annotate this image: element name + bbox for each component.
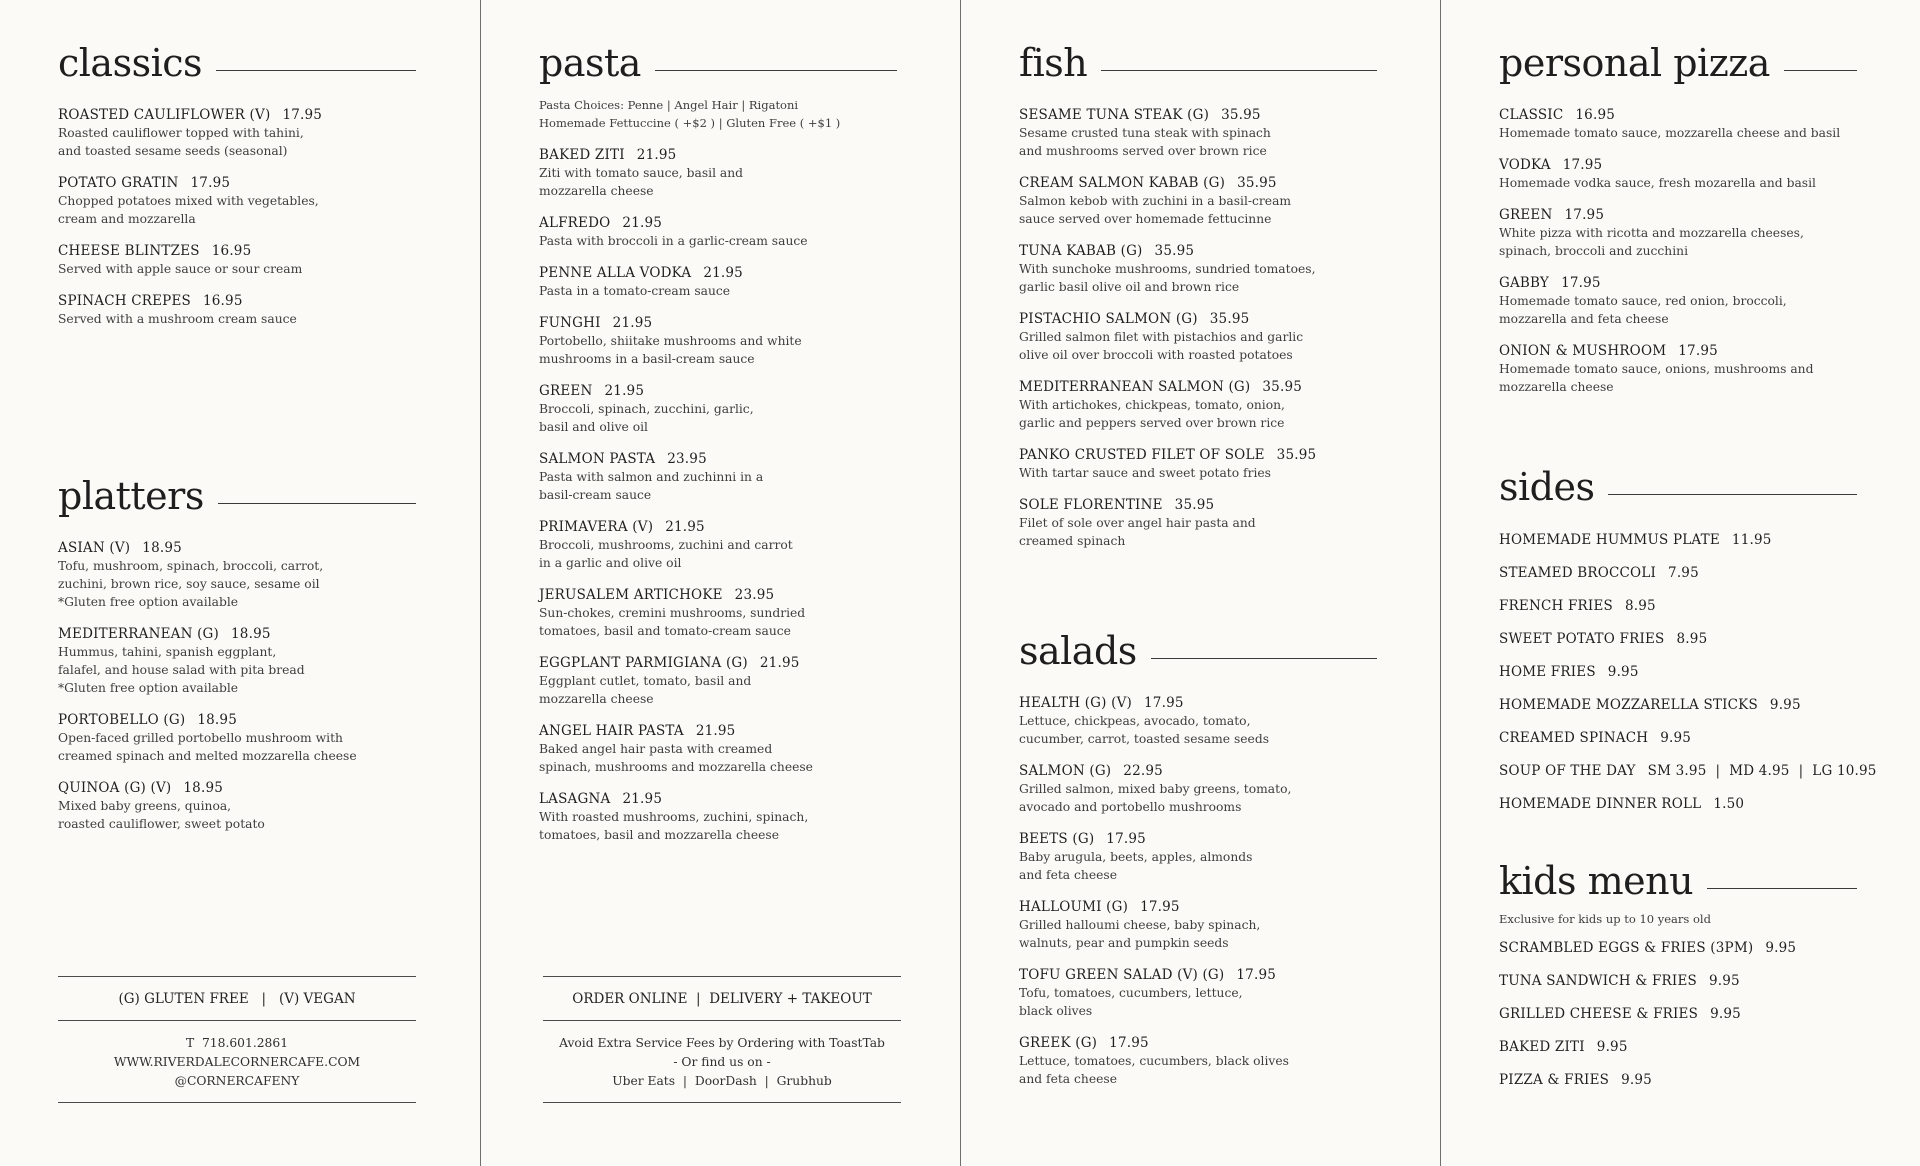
item-header xyxy=(539,450,897,468)
item-description: Homemade tomato sauce, red onion, broccoli, mozzarella and feta cheese xyxy=(1499,294,1787,326)
menu-item xyxy=(539,214,897,250)
item-header xyxy=(1019,378,1377,396)
menu-item xyxy=(539,654,897,708)
item-header xyxy=(1499,630,1857,648)
menu-item xyxy=(1499,729,1857,747)
item-price: 9.95 xyxy=(1710,1006,1741,1022)
menu-item xyxy=(1499,939,1857,957)
item-description: Eggplant cutlet, tomato, basil and mozzarella cheese xyxy=(539,674,752,706)
kids-menu-section xyxy=(1499,858,1857,1089)
item-name: MEDITERRANEAN (G) xyxy=(58,626,220,642)
item-price: 7.95 xyxy=(1668,565,1699,581)
item-description: Homemade tomato sauce, mozzarella cheese and basil xyxy=(1499,126,1841,140)
item-price: 9.95 xyxy=(1708,973,1740,989)
item-price: 17.95 xyxy=(1678,343,1718,359)
menu-item xyxy=(1019,830,1377,884)
platters-list xyxy=(58,539,416,833)
item-header xyxy=(539,314,897,332)
menu-item xyxy=(1499,1071,1857,1089)
item-price: 17.95 xyxy=(1562,157,1603,173)
item-header xyxy=(539,146,897,164)
item-name: JERUSALEM ARTICHOKE xyxy=(539,587,723,603)
menu-item xyxy=(1019,310,1377,364)
menu-item xyxy=(539,382,897,436)
item-header xyxy=(1499,939,1857,957)
social-handle[interactable]: @CORNERCAFENY xyxy=(174,1074,300,1088)
item-name: HOMEMADE MOZZARELLA STICKS xyxy=(1499,697,1758,713)
dietary-legend: (G) GLUTEN FREE | (V) VEGAN xyxy=(118,991,356,1007)
pasta-choices-note: Pasta Choices: Penne | Angel Hair | Rigatoni Homemade Fettuccine ( +$2 ) | Gluten Free ( +$1 ) xyxy=(539,98,841,130)
item-name: PRIMAVERA (V) xyxy=(539,519,654,535)
fish-section xyxy=(1019,40,1377,550)
section-rule xyxy=(1101,70,1377,71)
item-price: 18.95 xyxy=(231,626,271,642)
salads-section xyxy=(1019,628,1377,1088)
section-rule xyxy=(1608,494,1857,495)
item-header xyxy=(58,625,416,643)
menu-item xyxy=(1499,564,1857,582)
item-name: ANGEL HAIR PASTA xyxy=(539,723,684,739)
item-price: 35.95 xyxy=(1237,175,1277,191)
item-price: 18.95 xyxy=(183,780,224,796)
item-price: 16.95 xyxy=(1575,107,1616,123)
item-header xyxy=(1499,1005,1857,1023)
menu-item xyxy=(539,264,897,300)
item-header xyxy=(539,790,897,808)
item-header xyxy=(1019,242,1377,260)
item-header xyxy=(1499,531,1857,549)
item-description: Lettuce, tomatoes, cucumbers, black olives and feta cheese xyxy=(1019,1054,1289,1086)
menu-item xyxy=(1499,206,1857,260)
platters-section xyxy=(58,473,416,833)
item-name: STEAMED BROCCOLI xyxy=(1499,565,1657,581)
menu-item xyxy=(58,625,416,697)
item-name: ONION & MUSHROOM xyxy=(1499,343,1667,359)
item-name: VODKA xyxy=(1499,157,1551,173)
item-price: 17.95 xyxy=(1236,967,1277,983)
item-name: CREAMED SPINACH xyxy=(1499,730,1649,746)
item-price: 9.95 xyxy=(1607,664,1639,680)
item-header xyxy=(1019,106,1377,124)
item-description: Roasted cauliflower topped with tahini, and toasted sesame seeds (seasonal) xyxy=(58,126,304,158)
item-name: GREEN xyxy=(1499,207,1553,223)
item-description: Lettuce, chickpeas, avocado, tomato, cucumber, carrot, toasted sesame seeds xyxy=(1019,714,1270,746)
legend-contact-block xyxy=(58,976,416,1103)
item-header xyxy=(539,214,897,232)
menu-item xyxy=(1499,1005,1857,1023)
item-description: Pasta with salmon and zuchinni in a basil-cream sauce xyxy=(539,470,764,502)
personal-pizza-section xyxy=(1499,40,1857,396)
pasta-section xyxy=(539,40,897,844)
item-header xyxy=(58,779,416,797)
menu-item xyxy=(1499,1038,1857,1056)
menu-item xyxy=(58,242,416,278)
item-price: 35.95 xyxy=(1154,243,1195,259)
menu-panel-4 xyxy=(1440,0,1920,1166)
section-rule xyxy=(1707,888,1857,889)
item-name: SALMON (G) xyxy=(1019,763,1112,779)
section-title: pasta xyxy=(539,44,655,82)
item-description: Chopped potatoes mixed with vegetables, cream and mozzarella xyxy=(58,194,319,226)
classics-list xyxy=(58,106,416,328)
divider xyxy=(58,1102,416,1103)
menu-item xyxy=(1499,274,1857,328)
item-description: Grilled halloumi cheese, baby spinach, walnuts, pear and pumpkin seeds xyxy=(1019,918,1261,950)
section-rule xyxy=(218,503,416,504)
menu-panel-2 xyxy=(480,0,960,1166)
item-header xyxy=(1019,830,1377,848)
item-header xyxy=(58,242,416,260)
item-description: Broccoli, mushrooms, zuchini and carrot in a garlic and olive oil xyxy=(539,538,793,570)
item-description: Hummus, tahini, spanish eggplant, falafel, and house salad with pita bread *Gluten free option available xyxy=(58,645,305,695)
item-price: 17.95 xyxy=(1144,695,1184,711)
menu-item xyxy=(1019,446,1377,482)
menu-item xyxy=(1019,694,1377,748)
pizza-list xyxy=(1499,106,1857,396)
menu-item xyxy=(539,586,897,640)
item-price: 35.95 xyxy=(1209,311,1250,327)
item-name: EGGPLANT PARMIGIANA (G) xyxy=(539,655,748,671)
item-header xyxy=(539,518,897,536)
item-header xyxy=(1499,795,1857,813)
item-description: With tartar sauce and sweet potato fries xyxy=(1019,466,1271,480)
section-title: kids menu xyxy=(1499,862,1707,900)
item-price: SM 3.95 | MD 4.95 | LG 10.95 xyxy=(1647,763,1877,779)
item-description: Tofu, mushroom, spinach, broccoli, carrot, zuchini, brown rice, soy sauce, sesame oil *Gluten free option available xyxy=(58,559,324,609)
item-name: GABBY xyxy=(1499,275,1550,291)
item-header xyxy=(1019,762,1377,780)
item-price: 18.95 xyxy=(142,540,182,556)
item-price: 8.95 xyxy=(1676,631,1708,647)
item-name: MEDITERRANEAN SALMON (G) xyxy=(1019,379,1251,395)
item-name: BAKED ZITI xyxy=(539,147,625,163)
menu-item xyxy=(1019,378,1377,432)
item-header xyxy=(1019,310,1377,328)
item-header xyxy=(1019,446,1377,464)
item-price: 9.95 xyxy=(1596,1039,1628,1055)
menu-item xyxy=(1499,156,1857,192)
item-price: 35.95 xyxy=(1221,107,1261,123)
item-price: 17.95 xyxy=(1109,1035,1149,1051)
item-price: 22.95 xyxy=(1123,763,1163,779)
menu-item xyxy=(1019,966,1377,1020)
item-description: With roasted mushrooms, zuchini, spinach, tomatoes, basil and mozzarella cheese xyxy=(539,810,809,842)
item-name: CLASSIC xyxy=(1499,107,1564,123)
pasta-list xyxy=(539,146,897,844)
section-rule xyxy=(216,70,416,71)
item-name: QUINOA (G) (V) xyxy=(58,780,172,796)
item-header xyxy=(58,292,416,310)
item-name: SALMON PASTA xyxy=(539,451,656,467)
menu-item xyxy=(1499,696,1857,714)
item-header xyxy=(1499,1038,1857,1056)
phone-number: T 718.601.2861 xyxy=(185,1036,289,1050)
item-description: Baby arugula, beets, apples, almonds and feta cheese xyxy=(1019,850,1253,882)
item-name: FUNGHI xyxy=(539,315,601,331)
item-name: FRENCH FRIES xyxy=(1499,598,1613,614)
item-description: Homemade vodka sauce, fresh mozarella and basil xyxy=(1499,176,1816,190)
item-description: Pasta in a tomato-cream sauce xyxy=(539,284,731,298)
sides-list xyxy=(1499,531,1877,813)
item-header xyxy=(1019,966,1377,984)
item-header xyxy=(1499,564,1857,582)
item-price: 21.95 xyxy=(636,147,677,163)
menu-item xyxy=(1499,531,1857,549)
item-name: GREEK (G) xyxy=(1019,1035,1098,1051)
classics-section xyxy=(58,40,416,328)
item-header xyxy=(1499,729,1857,747)
item-name: ROASTED CAULIFLOWER (V) xyxy=(58,107,271,123)
item-price: 21.95 xyxy=(665,519,705,535)
item-name: SESAME TUNA STEAK (G) xyxy=(1019,107,1210,123)
menu-item xyxy=(1019,898,1377,952)
item-name: ALFREDO xyxy=(539,215,611,231)
item-name: SWEET POTATO FRIES xyxy=(1499,631,1665,647)
item-name: ASIAN (V) xyxy=(58,540,131,556)
website-link[interactable]: WWW.RIVERDALECORNERCAFE.COM xyxy=(113,1055,361,1069)
item-description: White pizza with ricotta and mozzarella cheeses, spinach, broccoli and zucchini xyxy=(1499,226,1804,258)
item-description: Grilled salmon, mixed baby greens, tomato, avocado and portobello mushrooms xyxy=(1019,782,1292,814)
item-name: HOMEMADE HUMMUS PLATE xyxy=(1499,532,1720,548)
item-name: TOFU GREEN SALAD (V) (G) xyxy=(1019,967,1225,983)
item-description: Ziti with tomato sauce, basil and mozzarella cheese xyxy=(539,166,744,198)
menu-item xyxy=(1019,762,1377,816)
item-description: With artichokes, chickpeas, tomato, onion, garlic and peppers served over brown rice xyxy=(1019,398,1285,430)
item-header xyxy=(1499,342,1857,360)
item-header xyxy=(1019,496,1377,514)
item-description: Grilled salmon filet with pistachios and garlic olive oil over broccoli with roasted potatoes xyxy=(1019,330,1304,362)
item-price: 23.95 xyxy=(667,451,707,467)
item-name: SOLE FLORENTINE xyxy=(1019,497,1163,513)
item-description: Mixed baby greens, quinoa, roasted cauliflower, sweet potato xyxy=(58,799,265,831)
item-header xyxy=(1499,106,1857,124)
item-header xyxy=(58,711,416,729)
section-title: sides xyxy=(1499,468,1608,506)
item-description: Portobello, shiitake mushrooms and white mushrooms in a basil-cream sauce xyxy=(539,334,802,366)
find-us-note: - Or find us on - xyxy=(673,1055,771,1069)
item-price: 9.95 xyxy=(1660,730,1692,746)
item-header xyxy=(1499,206,1857,224)
menu-item xyxy=(1499,342,1857,396)
item-price: 35.95 xyxy=(1174,497,1215,513)
menu-item xyxy=(1019,242,1377,296)
menu-item xyxy=(1019,496,1377,550)
item-name: PIZZA & FRIES xyxy=(1499,1072,1610,1088)
menu-item xyxy=(539,450,897,504)
menu-panel-1 xyxy=(0,0,480,1166)
item-name: CHEESE BLINTZES xyxy=(58,243,200,259)
item-name: HOMEMADE DINNER ROLL xyxy=(1499,796,1702,812)
item-header xyxy=(1499,156,1857,174)
item-header xyxy=(58,174,416,192)
menu-item xyxy=(1019,1034,1377,1088)
item-description: With sunchoke mushrooms, sundried tomatoes, garlic basil olive oil and brown rice xyxy=(1019,262,1316,294)
item-header xyxy=(1019,1034,1377,1052)
section-rule xyxy=(1784,70,1857,71)
menu-item xyxy=(1019,106,1377,160)
menu-item xyxy=(1499,106,1857,142)
item-name: SCRAMBLED EGGS & FRIES (3PM) xyxy=(1499,940,1754,956)
item-price: 21.95 xyxy=(703,265,743,281)
menu-item xyxy=(1499,972,1857,990)
menu-item xyxy=(539,146,897,200)
item-header xyxy=(539,264,897,282)
item-price: 17.95 xyxy=(1561,275,1601,291)
item-price: 16.95 xyxy=(202,293,243,309)
item-price: 17.95 xyxy=(282,107,323,123)
item-description: Served with apple sauce or sour cream xyxy=(58,262,303,276)
item-name: GREEN xyxy=(539,383,593,399)
item-price: 9.95 xyxy=(1621,1072,1652,1088)
item-name: POTATO GRATIN xyxy=(58,175,179,191)
menu-panel-3 xyxy=(960,0,1440,1166)
menu-item xyxy=(539,722,897,776)
menu-item xyxy=(58,174,416,228)
item-price: 17.95 xyxy=(1140,899,1180,915)
item-header xyxy=(1019,694,1377,712)
item-header xyxy=(539,654,897,672)
item-description: Sesame crusted tuna steak with spinach and mushrooms served over brown rice xyxy=(1019,126,1271,158)
toasttab-note: Avoid Extra Service Fees by Ordering with ToastTab xyxy=(559,1036,885,1050)
kids-list xyxy=(1499,939,1857,1089)
item-price: 21.95 xyxy=(604,383,645,399)
contact-info xyxy=(58,1021,416,1102)
item-price: 21.95 xyxy=(612,315,653,331)
item-name: CREAM SALMON KABAB (G) xyxy=(1019,175,1226,191)
item-description: Tofu, tomatoes, cucumbers, lettuce, black olives xyxy=(1019,986,1243,1018)
item-price: 8.95 xyxy=(1624,598,1656,614)
item-header xyxy=(1499,972,1857,990)
section-title: classics xyxy=(58,44,216,82)
ordering-block xyxy=(543,976,901,1103)
item-name: PENNE ALLA VODKA xyxy=(539,265,692,281)
item-header xyxy=(539,586,897,604)
item-name: TUNA SANDWICH & FRIES xyxy=(1499,973,1697,989)
kids-age-note: Exclusive for kids up to 10 years old xyxy=(1499,912,1711,926)
item-header xyxy=(1499,663,1857,681)
section-title: personal pizza xyxy=(1499,44,1784,82)
menu-item xyxy=(58,292,416,328)
item-header xyxy=(1499,274,1857,292)
item-name: PORTOBELLO (G) xyxy=(58,712,186,728)
item-header xyxy=(1499,696,1857,714)
item-header xyxy=(58,539,416,557)
section-rule xyxy=(655,70,897,71)
ordering-info xyxy=(543,1021,901,1102)
item-name: BEETS (G) xyxy=(1019,831,1095,847)
item-header xyxy=(1019,174,1377,192)
divider xyxy=(543,1102,901,1103)
item-price: 21.95 xyxy=(622,215,663,231)
menu-item xyxy=(58,779,416,833)
menu-item xyxy=(1499,795,1857,813)
item-name: LASAGNA xyxy=(539,791,611,807)
item-name: HEALTH (G) (V) xyxy=(1019,695,1133,711)
item-price: 16.95 xyxy=(211,243,252,259)
item-header xyxy=(1499,1071,1857,1089)
menu-item xyxy=(539,314,897,368)
item-price: 21.95 xyxy=(622,791,663,807)
item-description: Sun-chokes, cremini mushrooms, sundried tomatoes, basil and tomato-cream sauce xyxy=(539,606,806,638)
item-price: 21.95 xyxy=(759,655,800,671)
menu-item xyxy=(1019,174,1377,228)
menu-item xyxy=(1499,597,1857,615)
menu-item xyxy=(58,711,416,765)
item-description: Salmon kebob with zuchini in a basil-cream sauce served over homemade fettucinne xyxy=(1019,194,1292,226)
delivery-partners: Uber Eats | DoorDash | Grubhub xyxy=(612,1074,832,1088)
item-price: 17.95 xyxy=(1106,831,1146,847)
section-rule xyxy=(1151,658,1377,659)
item-name: SOUP OF THE DAY xyxy=(1499,763,1636,779)
sides-section xyxy=(1499,464,1877,813)
menu-item xyxy=(1499,663,1857,681)
item-name: SPINACH CREPES xyxy=(58,293,191,309)
salads-list xyxy=(1019,694,1377,1088)
item-name: HALLOUMI (G) xyxy=(1019,899,1129,915)
fish-list xyxy=(1019,106,1377,550)
order-online-banner[interactable]: ORDER ONLINE | DELIVERY + TAKEOUT xyxy=(572,991,872,1007)
item-price: 9.95 xyxy=(1769,697,1801,713)
item-header xyxy=(58,106,416,124)
item-price: 35.95 xyxy=(1276,447,1317,463)
section-title: fish xyxy=(1019,44,1101,82)
item-header xyxy=(1499,762,1877,780)
item-header xyxy=(539,382,897,400)
menu-item xyxy=(539,790,897,844)
item-price: 1.50 xyxy=(1713,796,1745,812)
item-header xyxy=(1499,597,1857,615)
item-description: Homemade tomato sauce, onions, mushrooms and mozzarella cheese xyxy=(1499,362,1814,394)
item-name: GRILLED CHEESE & FRIES xyxy=(1499,1006,1699,1022)
item-description: Filet of sole over angel hair pasta and creamed spinach xyxy=(1019,516,1256,548)
menu-item xyxy=(1499,630,1857,648)
item-name: BAKED ZITI xyxy=(1499,1039,1585,1055)
item-price: 18.95 xyxy=(197,712,237,728)
item-description: Baked angel hair pasta with creamed spinach, mushrooms and mozzarella cheese xyxy=(539,742,813,774)
menu-item xyxy=(539,518,897,572)
item-price: 9.95 xyxy=(1765,940,1797,956)
item-name: HOME FRIES xyxy=(1499,664,1596,680)
item-description: Broccoli, spinach, zucchini, garlic, basil and olive oil xyxy=(539,402,754,434)
item-name: PANKO CRUSTED FILET OF SOLE xyxy=(1019,447,1265,463)
item-description: Served with a mushroom cream sauce xyxy=(58,312,297,326)
item-price: 21.95 xyxy=(695,723,736,739)
item-price: 17.95 xyxy=(1564,207,1605,223)
item-price: 17.95 xyxy=(190,175,231,191)
item-name: PISTACHIO SALMON (G) xyxy=(1019,311,1198,327)
item-price: 11.95 xyxy=(1731,532,1772,548)
menu-item xyxy=(1499,762,1877,780)
item-description: Pasta with broccoli in a garlic-cream sauce xyxy=(539,234,808,248)
item-description: Open-faced grilled portobello mushroom with creamed spinach and melted mozzarella cheese xyxy=(58,731,357,763)
section-title: salads xyxy=(1019,632,1151,670)
menu-item xyxy=(58,106,416,160)
item-header xyxy=(1019,898,1377,916)
section-title: platters xyxy=(58,477,218,515)
item-header xyxy=(539,722,897,740)
item-price: 23.95 xyxy=(734,587,775,603)
item-name: TUNA KABAB (G) xyxy=(1019,243,1143,259)
item-price: 35.95 xyxy=(1262,379,1303,395)
menu-item xyxy=(58,539,416,611)
